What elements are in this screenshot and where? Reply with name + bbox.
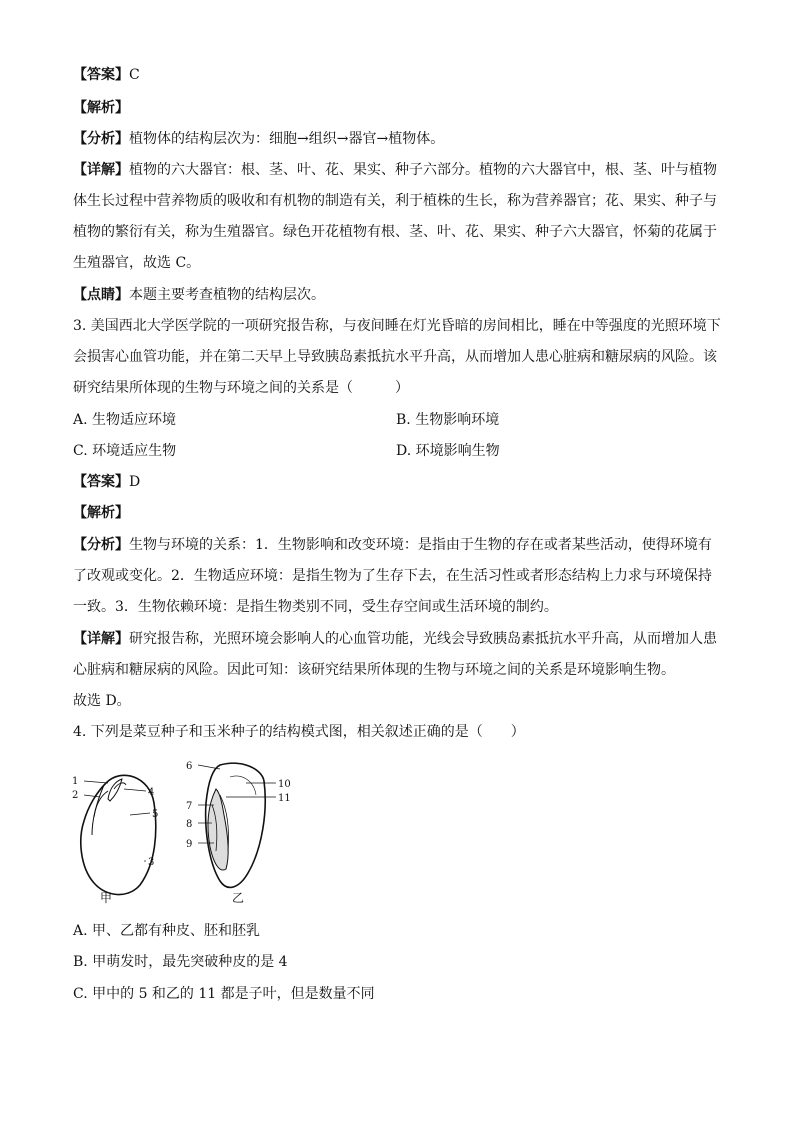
- corn-label-7: 7: [186, 801, 193, 812]
- q3-option-d: D. 环境影响生物: [396, 443, 500, 459]
- q3-xiangjie-line-1: [73, 629, 717, 649]
- q3-stem-line-2: 会损害心血管功能，并在第二天早上导致胰岛素抵抗水平升高，从而增加人患心脏病和糖尿病的风险。该: [73, 349, 717, 365]
- q3-fenxi-line-1: [73, 535, 712, 555]
- bean-leader-2: [84, 795, 100, 797]
- xiangjie-text: 植物的六大器官：根、茎、叶、花、果实、种子六部分。植物的六大器官中，根、茎、叶与植物: [129, 162, 717, 178]
- bean-label-1: 1: [72, 776, 79, 787]
- answer-tag: 【答案】: [73, 474, 129, 490]
- q3-stem-line-3: 研究结果所体现的生物与环境之间的关系是（ ）: [73, 380, 409, 396]
- q4-stem: 4. 下列是菜豆种子和玉米种子的结构模式图，相关叙述正确的是（ ）: [73, 724, 525, 740]
- bean-label-2: 2: [72, 790, 79, 801]
- q2-xiangjie-line-3: 植物的繁衍有关，称为生殖器官。绿色开花植物有根、茎、叶、花、果实、种子六大器官，怀菊的花属于: [73, 224, 717, 240]
- bean-label-4: 4: [148, 787, 155, 798]
- q3-xiangjie-line-2: 心脏病和糖尿病的风险。因此可知：该研究结果所体现的生物与环境之间的关系是环境影响生物。: [73, 662, 675, 678]
- dianjing-tag: 【点睛】: [73, 287, 129, 303]
- q4-option-a: A. 甲、乙都有种皮、胚和胚乳: [73, 923, 261, 939]
- q3-option-b: B. 生物影响环境: [396, 412, 500, 428]
- q3-analysis-heading: [73, 503, 129, 523]
- corn-label-10: 10: [278, 779, 291, 790]
- corn-endosperm-line: [230, 776, 256, 795]
- fenxi-tag: 【分析】: [73, 537, 129, 553]
- q4-option-c: C. 甲中的 5 和乙的 11 都是子叶，但是数量不同: [73, 986, 375, 1002]
- analysis-tag: 【解析】: [73, 100, 129, 116]
- q3-answer-line: [73, 472, 140, 492]
- q3-fenxi-line-3: 一致。3．生物依赖环境：是指生物类别不同，受生存空间或生活环境的制约。: [73, 599, 558, 615]
- q2-analysis-heading: [73, 98, 129, 118]
- bean-seed-diagram: [72, 775, 158, 905]
- xiangjie-text: 研究报告称，光照环境会影响人的心血管功能，光线会导致胰岛素抵抗水平升高，从而增加人患: [129, 631, 717, 647]
- analysis-tag: 【解析】: [73, 505, 129, 521]
- bean-label-3: 3: [148, 857, 155, 868]
- q2-dianjing-line: [73, 285, 325, 305]
- q3-xiangjie-line-3: 故选 D。: [73, 693, 131, 709]
- seed-structure-figure: [70, 755, 300, 905]
- q2-xiangjie-line-4: 生殖器官，故选 C。: [73, 255, 201, 271]
- bean-leader-1: [84, 781, 108, 783]
- fenxi-text: 植物体的结构层次为：细胞→组织→器官→植物体。: [129, 131, 445, 147]
- bean-label-5: 5: [152, 809, 159, 820]
- corn-label-9: 9: [186, 839, 193, 850]
- bean-plumule: [108, 779, 122, 801]
- corn-label-8: 8: [186, 819, 193, 830]
- q4-option-b: B. 甲萌发时，最先突破种皮的是 4: [73, 954, 288, 970]
- corn-label-11: 11: [278, 793, 291, 804]
- xiangjie-tag: 【详解】: [73, 631, 129, 647]
- dianjing-text: 本题主要考查植物的结构层次。: [129, 287, 325, 303]
- q3-option-a: A. 生物适应环境: [73, 412, 177, 428]
- q3-fenxi-line-2: 了改观或变化。2．生物适应环境：是指生物为了生存下去，在生活习性或者形态结构上力求与环境保持: [73, 568, 712, 584]
- q2-answer-line: [73, 65, 140, 85]
- answer-tag: 【答案】: [73, 67, 129, 83]
- answer-value: D: [129, 474, 141, 490]
- corn-seed-diagram: [186, 761, 291, 905]
- q2-xiangjie-line-1: [73, 160, 717, 180]
- bean-leader-4: [124, 789, 146, 791]
- corn-label-6: 6: [186, 761, 193, 772]
- answer-value: C: [129, 67, 140, 83]
- fenxi-tag: 【分析】: [73, 131, 129, 147]
- q2-fenxi-line: [73, 129, 444, 149]
- yi-caption: 乙: [232, 891, 245, 905]
- xiangjie-tag: 【详解】: [73, 162, 129, 178]
- q3-stem-line-1: 3. 美国西北大学医学院的一项研究报告称，与夜间睡在灯光昏暗的房间相比，睡在中等强度的光照环境下: [73, 318, 721, 334]
- bean-leader-5: [130, 813, 150, 815]
- q2-xiangjie-line-2: 体生长过程中营养物质的吸收和有机物的制造有关，利于植株的生长，称为营养器官；花、果实、种子与: [73, 193, 717, 209]
- q3-option-c: C. 环境适应生物: [73, 443, 177, 459]
- jia-caption: 甲: [100, 891, 113, 905]
- fenxi-text: 生物与环境的关系：1．生物影响和改变环境：是指由于生物的存在或者某些活动，使得环境有: [129, 537, 712, 553]
